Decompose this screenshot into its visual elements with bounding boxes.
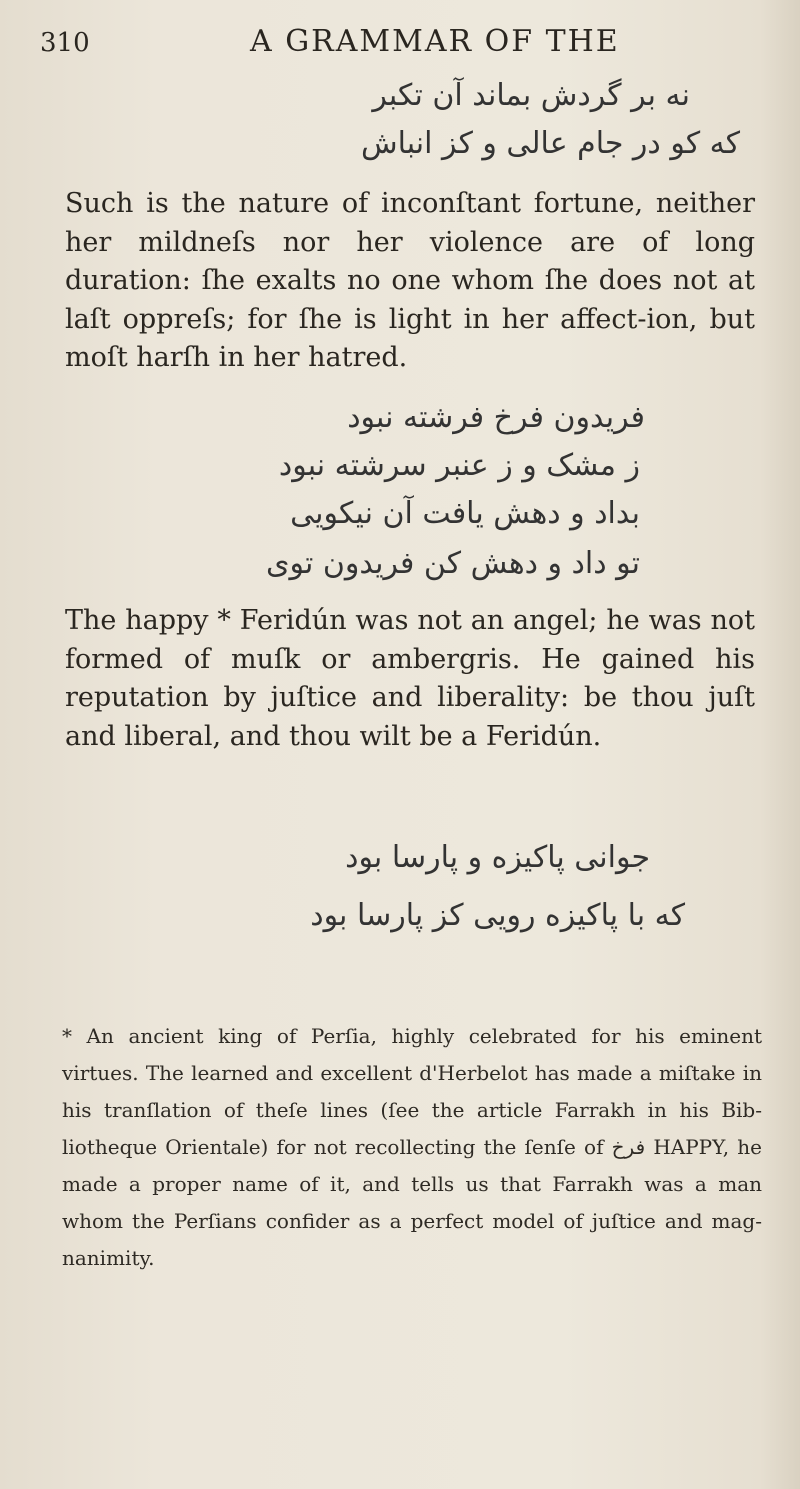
page-header bbox=[40, 22, 780, 62]
running-title: A GRAMMAR OF THE bbox=[250, 24, 620, 59]
persian-verse-1-line-1: نه بر گردش بماند آن تکبر bbox=[372, 78, 690, 113]
translation-2 bbox=[65, 602, 755, 756]
footnote-text: * An ancient king of Perſia, highly celebrated for his eminent virtues. The learned and excellent d'Herbelot has made a miſtake in his tranſlation of theſe lines (ſee the article Farrakh in his Bib-liotheque Orientale) for not recollecting the ſenſe of فرخ HAPPY, he made a proper name of it, and tells us that Farrakh was a man whom the Perſians confider as a perfect model of juſtice and mag-nanimity. bbox=[62, 1024, 762, 1270]
persian-verse-2-line-1: فریدون فرخ فرشته نبود bbox=[347, 400, 645, 435]
page-number: 310 bbox=[40, 28, 90, 58]
footnote bbox=[62, 1018, 762, 1277]
persian-verse-3-line-1: جوانی پاکیزه و پارسا بود bbox=[345, 840, 650, 875]
persian-verse-2-line-2: ز مشک و ز عنبر سرشته نبود bbox=[278, 448, 640, 483]
translation-2-text: The happy * Feridún was not an angel; he was not formed of muſk or ambergris. He gained his reputation by juſtice and liberality: be thou juſt and liberal, and thou wilt be a Feridún. bbox=[65, 605, 755, 752]
translation-1 bbox=[65, 185, 755, 378]
translation-1-text: Such is the nature of inconſtant fortune, neither her mildneſs nor her violence are of long duration: ſhe exalts no one whom ſhe does not at laſt oppreſs; for ſhe is light in her affect-ion, but moſt harſh in her hatred. bbox=[65, 188, 755, 373]
persian-verse-2-line-4: تو داد و دهش کن فریدون توی bbox=[266, 546, 640, 581]
persian-verse-1-line-2: که کو در جام عالی و کز انباش bbox=[360, 126, 740, 161]
persian-verse-2-line-3: بداد و دهش یافت آن نیکویی bbox=[290, 496, 640, 531]
persian-verse-3-line-2: که با پاکیزه رویی کز پارسا بود bbox=[310, 898, 685, 933]
